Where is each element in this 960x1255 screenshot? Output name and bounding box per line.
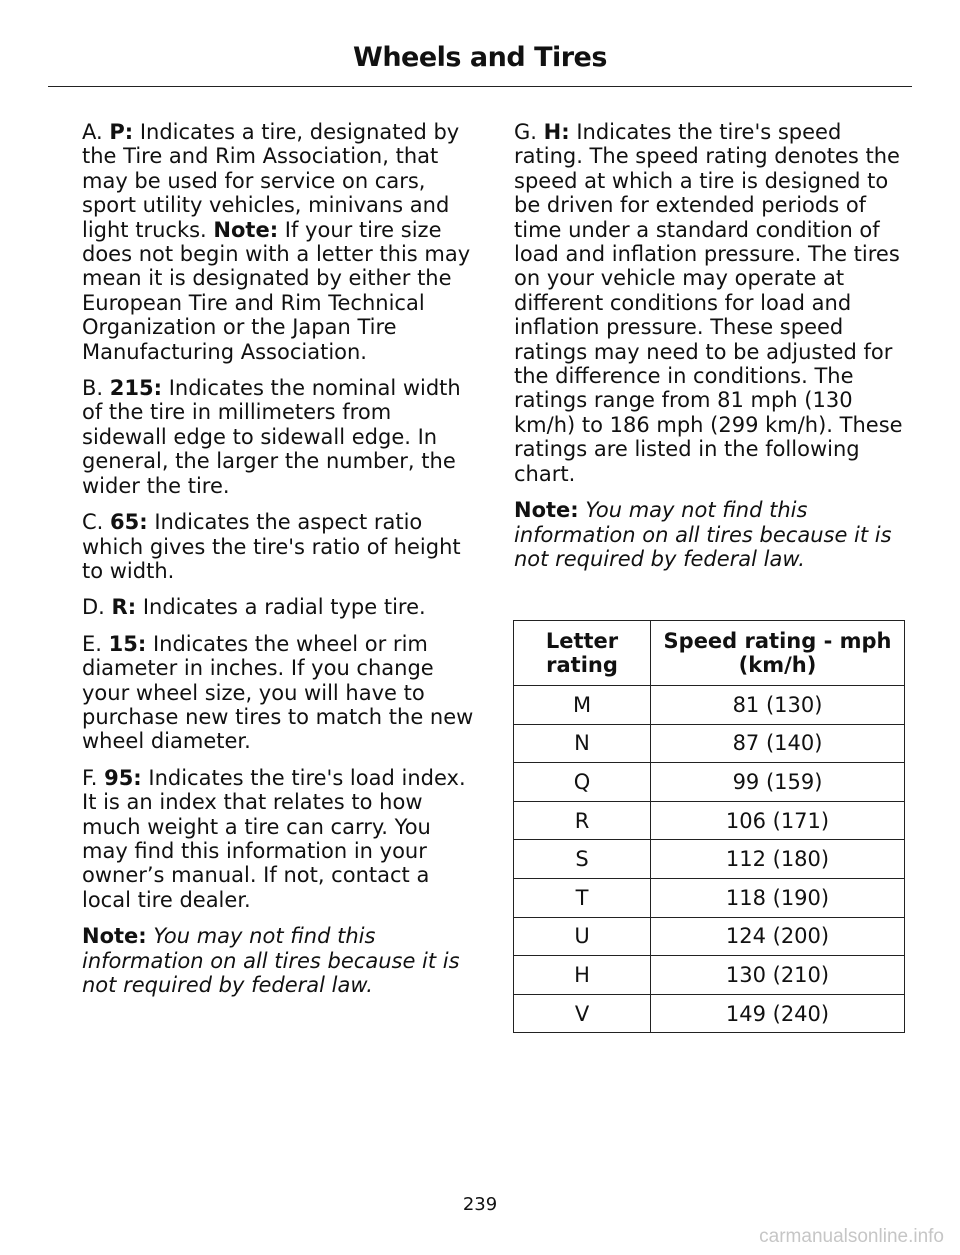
letter-cell: H <box>514 956 651 995</box>
note-label: Note: <box>514 498 579 523</box>
letter-cell: V <box>514 994 651 1033</box>
table-row <box>514 917 905 956</box>
item-prefix: D. <box>82 595 105 620</box>
item-term: R: <box>111 595 137 620</box>
table-row <box>514 840 905 879</box>
paragraph-e <box>82 632 480 754</box>
item-term: 215: <box>109 376 163 401</box>
table-row <box>514 686 905 725</box>
table-row <box>514 994 905 1033</box>
letter-cell: R <box>514 801 651 840</box>
letter-cell: Q <box>514 763 651 802</box>
watermark: carmanualsonline.info <box>759 1226 944 1247</box>
speed-cell: 149 (240) <box>651 994 905 1033</box>
table-row <box>514 878 905 917</box>
page-number: 239 <box>462 1194 498 1215</box>
paragraph-a <box>82 120 480 364</box>
note-paragraph <box>514 498 908 571</box>
note-text: If your tire size does not begin with a letter this may mean it is designated by either the European Tire and Rim Technical Organization or the Japan Tire Manufacturing Association. <box>82 217 471 364</box>
item-prefix: B. <box>82 376 104 401</box>
speed-cell: 81 (130) <box>651 686 905 725</box>
paragraph-c <box>82 510 480 583</box>
paragraph-g <box>514 120 908 486</box>
table-row <box>514 801 905 840</box>
left-column <box>82 120 480 1009</box>
table-header-row <box>514 621 905 686</box>
item-text: Indicates the wheel or rim diameter in inches. If you change your wheel size, you will have to purchase new tires to match the new wheel diameter. <box>82 631 474 754</box>
speed-cell: 99 (159) <box>651 763 905 802</box>
item-prefix: E. <box>82 631 102 656</box>
speed-cell: 112 (180) <box>651 840 905 879</box>
letter-cell: U <box>514 917 651 956</box>
item-text: Indicates the tire's speed rating. The speed rating denotes the speed at which a tire is designed to be driven for extended periods of time under a standard condition of load and inflation pressure. The tires on your vehicle may operate at different conditions for load and inflation pressure. These speed ratings may need to be adjusted for the difference in conditions. The ratings range from 81 mph (130 km/h) to 186 mph (299 km/h). These ratings are listed in the following chart. <box>514 120 903 486</box>
item-text: Indicates a tire, designated by the Tire and Rim Association, that may be used for service on cars, sport utility vehicles, minivans and light trucks. <box>82 120 460 242</box>
speed-rating-table <box>513 620 905 1033</box>
item-prefix: G. <box>514 120 537 144</box>
speed-cell: 106 (171) <box>651 801 905 840</box>
letter-cell: N <box>514 724 651 763</box>
item-term: P: <box>109 120 134 144</box>
table-row <box>514 763 905 802</box>
item-prefix: A. <box>82 120 103 144</box>
note-paragraph <box>82 924 480 997</box>
paragraph-b <box>82 376 480 498</box>
speed-cell: 124 (200) <box>651 917 905 956</box>
table-row <box>514 956 905 995</box>
header-letter-rating: Letter rating <box>514 621 651 686</box>
speed-cell: 118 (190) <box>651 878 905 917</box>
paragraph-d <box>82 595 480 619</box>
item-text: Indicates a radial type tire. <box>142 595 426 620</box>
page-header <box>48 38 912 87</box>
letter-cell: T <box>514 878 651 917</box>
note-label: Note: <box>82 924 147 949</box>
page-title: Wheels and Tires <box>353 42 607 73</box>
paragraph-f <box>82 766 480 912</box>
speed-cell: 130 (210) <box>651 956 905 995</box>
note-label: Note: <box>213 217 279 242</box>
table-row <box>514 724 905 763</box>
item-text: Indicates the tire's load index. It is an index that relates to how much weight a tire can carry. You may find this information in your owner’s manual. If not, contact a local tire dealer. <box>82 765 466 912</box>
item-term: 65: <box>110 510 148 535</box>
note-text: You may not find this information on all tires because it is not required by federal law. <box>82 924 460 997</box>
letter-cell: S <box>514 840 651 879</box>
letter-cell: M <box>514 686 651 725</box>
item-prefix: C. <box>82 510 104 535</box>
note-text: You may not find this information on all tires because it is not required by federal law. <box>514 498 892 571</box>
header-speed-rating: Speed rating - mph (km/h) <box>651 621 905 686</box>
speed-cell: 87 (140) <box>651 724 905 763</box>
item-prefix: F. <box>82 765 98 790</box>
item-text: Indicates the nominal width of the tire in millimeters from sidewall edge to sidewall edge. In general, the larger the number, the wider the tire. <box>82 376 461 498</box>
item-term: 95: <box>104 765 142 790</box>
item-term: H: <box>543 120 570 144</box>
right-column <box>514 120 908 583</box>
item-term: 15: <box>108 631 147 656</box>
item-text: Indicates the aspect ratio which gives the tire's ratio of height to width. <box>82 510 461 583</box>
